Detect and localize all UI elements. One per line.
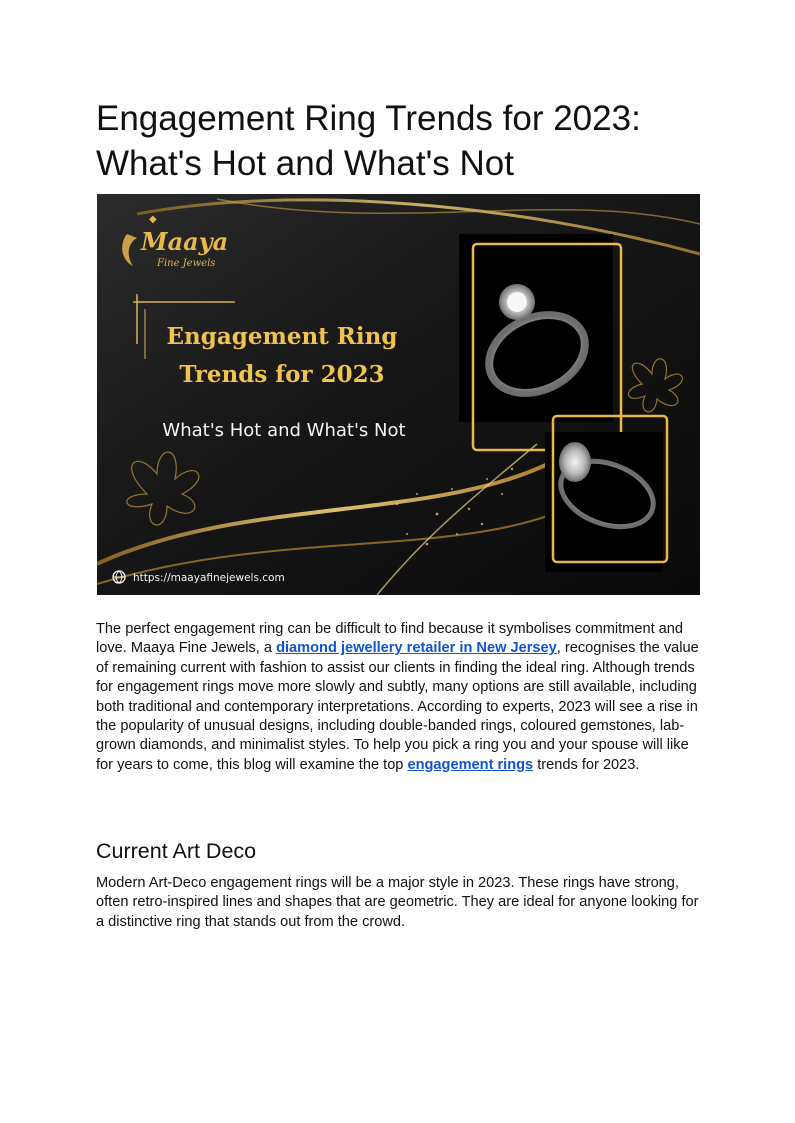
page-title xyxy=(96,96,716,186)
banner-heading-line-2: Trends for 2023 xyxy=(179,361,385,388)
banner-brand-name: Maaya xyxy=(141,227,229,256)
title-line-1: Engagement Ring Trends for 2023: xyxy=(96,99,641,138)
banner-heading-line-1: Engagement Ring xyxy=(166,323,398,350)
intro-text-3: trends for 2023. xyxy=(533,756,640,773)
svg-text:◆: ◆ xyxy=(149,214,157,225)
ring-photo-1 xyxy=(459,234,621,450)
section-paragraph-art-deco: Modern Art-Deco engagement rings will be a major style in 2023. These rings have strong, often retro-inspired lines and shapes that are geometric. They are ideal for anyone looking for a distinctive ring that stands out from the crowd. xyxy=(96,875,699,930)
banner-subheading: What's Hot and What's Not xyxy=(162,420,406,441)
engagement-rings-link[interactable]: engagement rings xyxy=(407,756,534,773)
banner-url: https://maayafinejewels.com xyxy=(133,572,285,584)
intro-paragraph xyxy=(96,620,702,775)
section-heading-art-deco: Current Art Deco xyxy=(96,839,257,863)
ring-photo-2 xyxy=(545,416,667,572)
intro-text-2: , recognises the value of remaining current with fashion to assist our clients in finding the ideal ring. Although trends for engagement rings move more slowly and subtly, many options are still available, including both traditional and contemporary interpretations. According to experts, 2023 will see a rise in the popularity of unusual designs, including double-banded rings, coloured gemstones, lab-grown diamonds, and minimalist styles. To help you pick a ring you and your spouse will like for years to come, this blog will examine the top xyxy=(96,640,699,773)
hero-banner-image xyxy=(97,194,700,595)
title-line-2: What's Hot and What's Not xyxy=(96,144,514,183)
intro-text-1: The perfect engagement ring can be difficult to find because it symbolises commitment and love. Maaya Fine Jewels, a xyxy=(96,621,684,657)
diamond-retailer-link[interactable]: diamond jewellery retailer in New Jersey xyxy=(276,640,557,657)
banner-brand-sub: Fine Jewels xyxy=(157,258,216,269)
